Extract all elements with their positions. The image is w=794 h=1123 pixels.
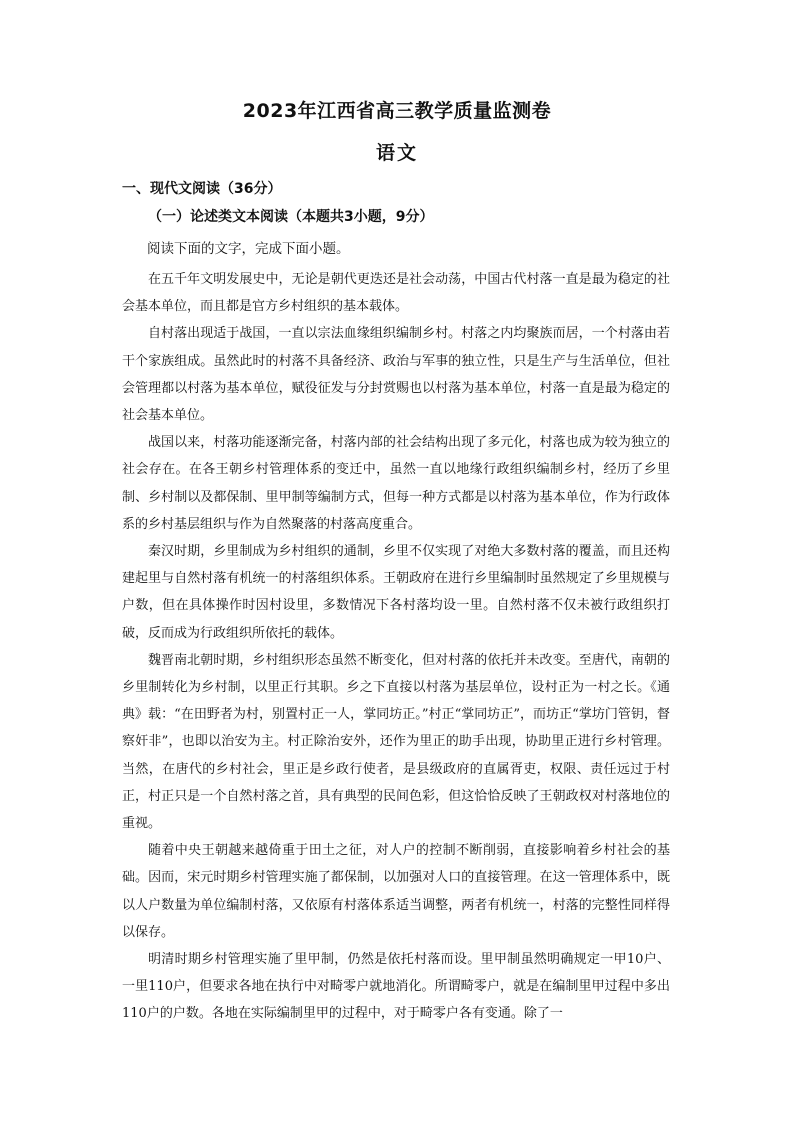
exam-title: 2023年江西省高三教学质量监测卷 xyxy=(242,100,552,122)
subject-title: 语文 xyxy=(375,142,418,164)
passage-paragraph-6: 随着中央王朝越来越倚重于田土之征，对人户的控制不断削弱，直接影响着乡村社会的基础。因而，宋元时期乡村管理实施了都保制，以加强对人口的直接管理。在这一管理体系中，既以人户数量为单位编制村落，又依原有村落体系适当调整，两者有机统一，村落的完整性同样得以保存。 xyxy=(122,843,670,940)
passage-paragraph-3: 战国以来，村落功能逐渐完备，村落内部的社会结构出现了多元化，村落也成为较为独立的社会存在。在各王朝乡村管理体系的变迁中，虽然一直以地缘行政组织编制乡村，经历了乡里制、乡村制以及都保制、里甲制等编制方式，但每一种方式都是以村落为基本单位，作为行政体系的乡村基层组织与作为自然聚落的村落高度重合。 xyxy=(122,435,670,532)
reading-passage xyxy=(122,266,670,1028)
subsection-heading: （一）论述类文本阅读（本题共3小题，9分） xyxy=(148,209,434,225)
passage-paragraph-4: 秦汉时期，乡里制成为乡村组织的通制，乡里不仅实现了对绝大多数村落的覆盖，而且还构建起里与自然村落有机统一的村落组织体系。王朝政府在进行乡里编制时虽然规定了乡里规模与户数，但在具体操作时因村设里，多数情况下各村落均设一里。自然村落不仅未被行政组织打破，反而成为行政组织所依托的载体。 xyxy=(122,544,670,641)
passage-paragraph-7: 明清时期乡村管理实施了里甲制，仍然是依托村落而设。里甲制虽然明确规定一甲10户、一里110户，但要求各地在执行中对畸零户就地消化。所谓畸零户，就是在编制里甲过程中多出110户的户数。各地在实际编制里甲的过程中，对于畸零户各有变通。除了一 xyxy=(122,952,670,1022)
passage-paragraph-5: 魏晋南北朝时期，乡村组织形态虽然不断变化，但对村落的依托并未改变。至唐代，南朝的乡里制转化为乡村制，以里正行其职。乡之下直接以村落为基层单位，设村正为一村之长。《通典》载：“在田野者为村，别置村正一人，掌同坊正。”村正“掌同坊正”，而坊正“掌坊门管钥，督察奸非”，也即以治安为主。村正除治安外，还作为里正的助手出现，协助里正进行乡村管理。当然，在唐代的乡村社会，里正是乡政行使者，是县级政府的直属胥吏，权限、责任远过于村正，村正只是一个自然村落之首，具有典型的民间色彩，但这恰恰反映了王朝政权对村落地位的重视。 xyxy=(122,652,670,832)
passage-paragraph-2: 自村落出现适于战国，一直以宗法血缘组织编制乡村。村落之内均聚族而居，一个村落由若干个家族组成。虽然此时的村落不具备经济、政治与军事的独立性，只是生产与生活单位，但社会管理都以村落为基本单位，赋役征发与分封赏赐也以村落为基本单位，村落一直是最为稳定的社会基本单位。 xyxy=(122,326,670,424)
passage-paragraph-1: 在五千年文明发展史中，无论是朝代更迭还是社会动荡，中国古代村落一直是最为稳定的社会基本单位，而且都是官方乡村组织的基本载体。 xyxy=(122,272,670,315)
section-heading: 一、现代文阅读（36分） xyxy=(122,181,282,197)
reading-instruction: 阅读下面的文字，完成下面小题。 xyxy=(147,241,350,257)
